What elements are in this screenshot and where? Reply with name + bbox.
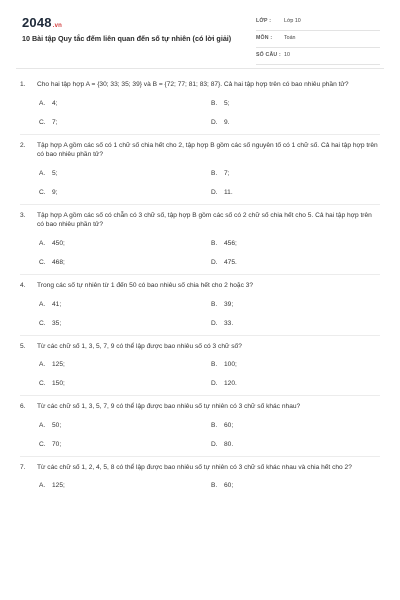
question-item xyxy=(20,78,380,135)
answer-option-d[interactable] xyxy=(211,380,237,387)
answer-option-c[interactable] xyxy=(39,189,58,196)
option-text: 468; xyxy=(52,258,65,266)
answer-option-c[interactable] xyxy=(39,119,58,126)
option-text: 60; xyxy=(224,421,234,429)
answer-option-c[interactable] xyxy=(39,441,61,448)
option-text: 125; xyxy=(52,361,65,369)
meta-value: Lớp 10 xyxy=(284,18,301,24)
option-text: 7; xyxy=(224,169,230,177)
document-meta xyxy=(256,15,380,66)
question-divider xyxy=(20,134,380,135)
option-text: 70; xyxy=(52,440,62,448)
header-divider xyxy=(16,68,384,69)
document-title: 10 Bài tập Quy tắc đếm liên quan đến số tự nhiên (có lời giải) xyxy=(22,34,232,43)
question-text: Tập hợp A gồm các số có chẵn có 3 chữ số, tập hợp B gồm các số có 2 chữ số chia hết cho 5. Cả hai tập hợp trên có bao nhiêu phần tử? xyxy=(37,211,372,229)
answer-option-a[interactable] xyxy=(39,240,65,247)
question-number: 5. xyxy=(20,342,26,350)
option-letter: C. xyxy=(39,380,46,388)
option-text: 5; xyxy=(52,169,58,177)
option-letter: C. xyxy=(39,319,46,327)
answer-options xyxy=(37,160,380,200)
question-divider xyxy=(20,274,380,275)
answer-option-a[interactable] xyxy=(39,482,65,489)
option-text: 450; xyxy=(52,239,65,247)
answer-option-d[interactable] xyxy=(211,189,233,196)
logo-suffix: .vn xyxy=(52,23,63,29)
option-letter: C. xyxy=(39,258,46,266)
answer-options xyxy=(37,230,380,270)
option-letter: A. xyxy=(39,99,46,107)
answer-option-b[interactable] xyxy=(211,301,233,308)
question-stem xyxy=(20,209,380,230)
option-letter: C. xyxy=(39,118,46,126)
answer-option-b[interactable] xyxy=(211,422,233,429)
question-stem xyxy=(20,279,380,291)
question-stem xyxy=(20,461,380,473)
option-letter: D. xyxy=(211,118,218,126)
option-text: 100; xyxy=(224,361,237,369)
meta-value: Toán xyxy=(284,35,296,41)
meta-label: LỚP : xyxy=(256,18,272,24)
answer-option-d[interactable] xyxy=(211,119,230,126)
option-text: 33. xyxy=(224,319,234,327)
question-text: Từ các chữ số 1, 3, 5, 7, 9 có thể lập được bao nhiêu số có 3 chữ số? xyxy=(37,342,242,350)
question-stem xyxy=(20,139,380,160)
logo-number: 2048 xyxy=(22,15,52,30)
option-text: 456; xyxy=(224,239,237,247)
question-item xyxy=(20,139,380,205)
option-letter: A. xyxy=(39,482,46,490)
option-letter: C. xyxy=(39,440,46,448)
question-number: 4. xyxy=(20,281,26,289)
answer-option-a[interactable] xyxy=(39,170,58,177)
option-letter: D. xyxy=(211,319,218,327)
option-text: 39; xyxy=(224,300,234,308)
answer-option-a[interactable] xyxy=(39,361,65,368)
answer-option-a[interactable] xyxy=(39,100,58,107)
option-text: 35; xyxy=(52,319,62,327)
answer-options xyxy=(37,412,380,452)
answer-options xyxy=(37,291,380,331)
option-letter: B. xyxy=(211,99,218,107)
meta-row-count xyxy=(256,49,380,65)
question-text: Trong các số tự nhiên từ 1 đến 50 có bao nhiêu số chia hết cho 2 hoặc 3? xyxy=(37,281,254,289)
option-letter: A. xyxy=(39,361,46,369)
question-stem xyxy=(20,78,380,90)
option-letter: B. xyxy=(211,239,218,247)
answer-option-c[interactable] xyxy=(39,320,61,327)
question-divider xyxy=(20,456,380,457)
answer-option-b[interactable] xyxy=(211,482,233,489)
answer-option-b[interactable] xyxy=(211,100,230,107)
option-text: 60; xyxy=(224,482,234,490)
option-text: 7; xyxy=(52,118,58,126)
option-text: 50; xyxy=(52,421,62,429)
question-item xyxy=(20,461,380,513)
option-text: 11. xyxy=(224,188,233,196)
question-number: 3. xyxy=(20,211,26,219)
option-text: 9; xyxy=(52,188,58,196)
question-stem xyxy=(20,400,380,412)
question-number: 6. xyxy=(20,403,26,411)
question-number: 2. xyxy=(20,141,26,149)
option-text: 475. xyxy=(224,258,237,266)
option-text: 4; xyxy=(52,99,58,107)
option-letter: B. xyxy=(211,300,218,308)
answer-option-a[interactable] xyxy=(39,422,61,429)
option-letter: B. xyxy=(211,421,218,429)
question-list xyxy=(0,78,400,512)
question-item xyxy=(20,400,380,457)
option-letter: A. xyxy=(39,421,46,429)
option-letter: B. xyxy=(211,169,218,177)
answer-option-c[interactable] xyxy=(39,380,65,387)
meta-row-subject xyxy=(256,32,380,48)
question-divider xyxy=(20,335,380,336)
meta-row-class xyxy=(256,15,380,31)
option-letter: D. xyxy=(211,380,218,388)
site-logo[interactable] xyxy=(22,15,62,30)
option-letter: D. xyxy=(211,188,218,196)
answer-options xyxy=(37,90,380,130)
answer-option-a[interactable] xyxy=(39,301,61,308)
answer-option-d[interactable] xyxy=(211,259,237,266)
question-text: Từ các chữ số 1, 3, 5, 7, 9 có thể lập được bao nhiêu số tự nhiên có 3 chữ số khác nhau? xyxy=(37,403,301,411)
question-stem xyxy=(20,340,380,352)
option-letter: B. xyxy=(211,361,218,369)
answer-options xyxy=(37,351,380,391)
option-letter: A. xyxy=(39,239,46,247)
option-letter: A. xyxy=(39,169,46,177)
question-text: Cho hai tập hợp A = {30; 33; 35; 39} và B = {72; 77; 81; 83; 87}. Cả hai tập hợp trên có bao nhiêu phần tử? xyxy=(37,81,349,88)
option-letter: A. xyxy=(39,300,46,308)
option-letter: D. xyxy=(211,258,218,266)
answer-options xyxy=(37,472,380,512)
option-text: 150; xyxy=(52,380,65,388)
question-text: Từ các chữ số 1, 2, 4, 5, 8 có thể lập được bao nhiêu số tự nhiên có 3 chữ số khác nhau và chia hết cho 2? xyxy=(37,463,352,471)
option-text: 41; xyxy=(52,300,62,308)
option-text: 125; xyxy=(52,482,65,490)
question-divider xyxy=(20,204,380,205)
answer-option-b[interactable] xyxy=(211,361,237,368)
option-letter: C. xyxy=(39,188,46,196)
question-item xyxy=(20,209,380,275)
meta-label: SỐ CÂU : xyxy=(256,52,281,58)
meta-label: MÔN : xyxy=(256,35,273,41)
answer-option-b[interactable] xyxy=(211,240,237,247)
option-text: 9. xyxy=(224,118,230,126)
question-item xyxy=(20,340,380,397)
question-text: Tập hợp A gồm các số có 1 chữ số chia hết cho 2, tập hợp B gồm các số nguyên tố có 1 chữ số. Cả hai tập hợp trên có bao nhiêu phần tử? xyxy=(37,141,378,159)
option-text: 5; xyxy=(224,99,230,107)
answer-option-c[interactable] xyxy=(39,259,65,266)
meta-value: 10 xyxy=(284,52,290,58)
question-number: 1. xyxy=(20,81,26,88)
question-divider xyxy=(20,395,380,396)
question-item xyxy=(20,279,380,336)
answer-option-b[interactable] xyxy=(211,170,230,177)
answer-option-d[interactable] xyxy=(211,441,233,448)
answer-option-d[interactable] xyxy=(211,320,233,327)
option-text: 80. xyxy=(224,440,234,448)
option-letter: D. xyxy=(211,440,218,448)
option-text: 120. xyxy=(224,380,237,388)
document-header xyxy=(0,0,400,64)
option-letter: B. xyxy=(211,482,218,490)
question-number: 7. xyxy=(20,463,26,471)
